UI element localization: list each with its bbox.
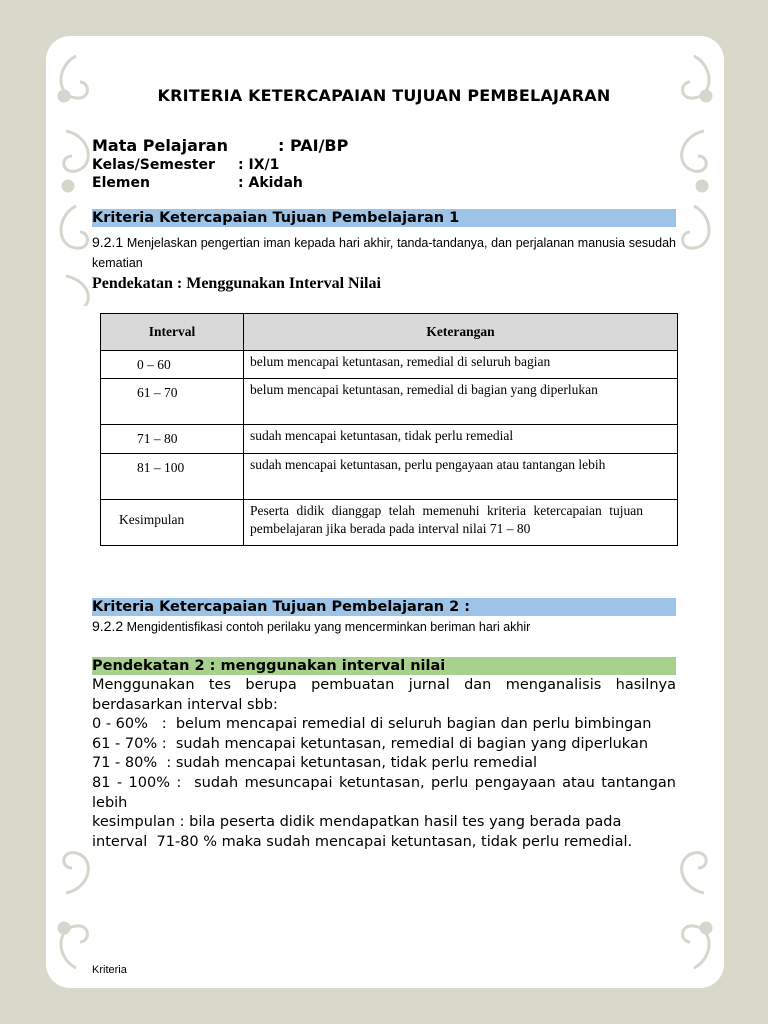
section2-objective [92, 616, 676, 637]
meta-class-label: Kelas/Semester [92, 157, 215, 173]
table-header-keterangan: Keterangan [244, 314, 678, 351]
table-cell-interval: 61 – 70 [101, 379, 244, 425]
section2-objective-number: 9.2.2 [92, 618, 124, 634]
section2-heading: Kriteria Ketercapaian Tujuan Pembelajaran 2 : [92, 598, 676, 616]
table-cell-desc: belum mencapai ketuntasan, remedial di seluruh bagian [244, 351, 678, 379]
meta-element-label: Elemen [92, 175, 150, 191]
body-paragraph: 61 - 70% : sudah mencapai ketuntasan, remedial di bagian yang diperlukan [92, 735, 649, 752]
meta-subject-label: Mata Pelajaran [92, 136, 228, 155]
body-paragraph: 0 - 60% : belum mencapai remedial di seluruh bagian dan perlu bimbingan [92, 716, 652, 733]
body-paragraph: 81 - 100% : sudah mesuncapai ketuntasan, perlu pengayaan atau tantangan lebih [92, 774, 681, 811]
meta-subject-sep: : [278, 136, 285, 155]
footer-text: Kriteria [92, 964, 127, 976]
document-page [46, 36, 724, 988]
section2-content [92, 36, 681, 988]
table-header-interval: Interval [101, 314, 244, 351]
section1-approach: Pendekatan : Menggunakan Interval Nilai [92, 275, 381, 292]
table-cell-desc: sudah mencapai ketuntasan, perlu pengayaan atau tantangan lebih [244, 454, 678, 500]
table-cell-conclusion-desc: Peserta didik dianggap telah memenuhi kriteria ketercapaian tujuan pembelajaran jika berada pada interval nilai 71 – 80 [244, 500, 678, 546]
table-cell-interval: 71 – 80 [101, 425, 244, 454]
section1-objective-text: Menjelaskan pengertian iman kepada hari akhir, tanda-tandanya, dan perjalanan manusia sesudah kematian [92, 236, 676, 270]
section1-objective-number: 9.2.1 [92, 234, 124, 250]
table-cell-desc: belum mencapai ketuntasan, remedial di bagian yang diperlukan [244, 379, 678, 425]
meta-subject-value: PAI/BP [289, 136, 349, 155]
table-cell-conclusion-label: Kesimpulan [101, 500, 244, 546]
body-paragraph: Menggunakan tes berupa pembuatan jurnal dan menganalisis hasilnya berdasarkan interval sbb: [92, 677, 676, 713]
meta-class-value: IX/1 [248, 157, 280, 173]
table-cell-interval: 0 – 60 [101, 351, 244, 379]
body-paragraph: kesimpulan : bila peserta didik mendapatkan hasil tes yang berada pada interval 71-80 % maka sudah mencapai ketuntasan, tidak perlu remedial. [92, 814, 633, 850]
meta-element-sep: : [238, 175, 244, 191]
section2-body [92, 676, 681, 852]
body-paragraph: 71 - 80% : sudah mencapai ketuntasan, tidak perlu remedial [92, 755, 538, 772]
section2-approach: Pendekatan 2 : menggunakan interval nilai [92, 657, 676, 675]
table-cell-interval: 81 – 100 [101, 454, 244, 500]
page-title: KRITERIA KETERCAPAIAN TUJUAN PEMBELAJARAN [157, 86, 611, 105]
table-cell-desc: sudah mencapai ketuntasan, tidak perlu remedial [244, 425, 678, 454]
meta-class-sep: : [238, 157, 244, 173]
meta-element-value: Akidah [248, 175, 303, 191]
section2-objective-text: Mengidentisfikasi contoh perilaku yang mencerminkan beriman hari akhir [126, 620, 531, 634]
section1-heading: Kriteria Ketercapaian Tujuan Pembelajaran 1 [92, 209, 676, 227]
